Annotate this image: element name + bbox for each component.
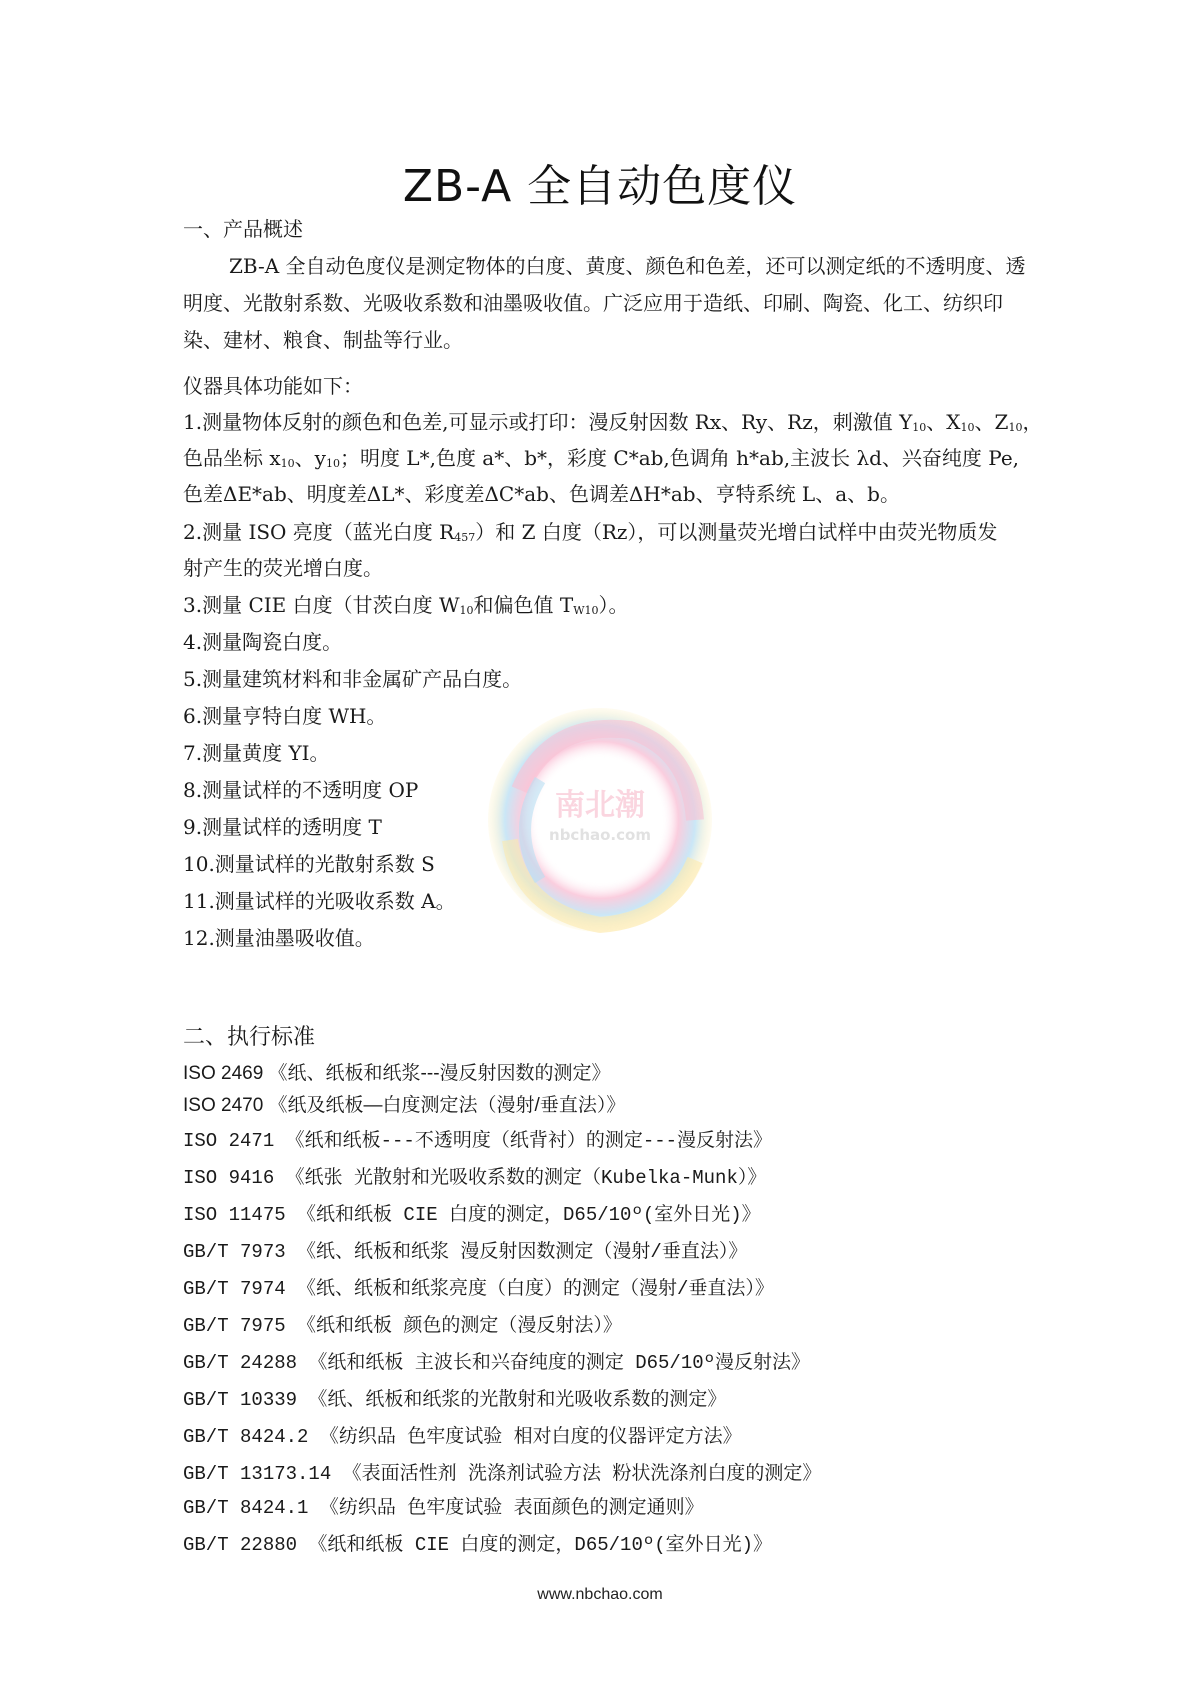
- function-intro: 仪器具体功能如下：: [183, 374, 363, 398]
- standard-item: GB/T 7975 《纸和纸板 颜色的测定（漫反射法）》: [183, 1315, 622, 1337]
- section-heading-standards: 二、执行标准: [183, 1025, 316, 1050]
- function-item-2-line2: 射产生的荧光增白度。: [183, 556, 383, 580]
- watermark-text-en: nbchao.com: [549, 826, 651, 844]
- overview-text: ZB-A 全自动色度仪是测定物体的白度、黄度、颜色和色差，还可以测定纸的不透明度、透明度、光散射系数、光吸收系数和油墨吸收值。广泛应用于造纸、印刷、陶瓷、化工、纺织印染、建材、粮食、制盐等行业。: [183, 254, 1026, 352]
- section-heading-overview: 一、产品概述: [183, 217, 303, 241]
- function-item-11: 11.测量试样的光吸收系数 A。: [183, 889, 456, 913]
- standard-item: ISO 11475 《纸和纸板 CIE 白度的测定，D65/10º(室外日光)》: [183, 1204, 761, 1226]
- standard-item: GB/T 13173.14 《表面活性剂 洗涤剂试验方法 粉状洗涤剂白度的测定》: [183, 1463, 822, 1485]
- standard-item: GB/T 8424.2 《纺织品 色牢度试验 相对白度的仪器评定方法》: [183, 1426, 742, 1448]
- function-item-10: 10.测量试样的光散射系数 S: [183, 852, 435, 876]
- standard-item: GB/T 10339 《纸、纸板和纸浆的光散射和光吸收系数的测定》: [183, 1389, 727, 1411]
- function-item-1-line1: 1.测量物体反射的颜色和色差,可显示或打印：漫反射因数 Rx、Ry、Rz，刺激值 $Y_{10}$、$X_{10}$、$Z_{10}$，: [183, 410, 1043, 434]
- overview-paragraph: [183, 248, 1033, 359]
- function-item-3: 3.测量 CIE 白度（甘茨白度 $W_{10}$和偏色值 $T_{W10}$）。: [183, 593, 629, 617]
- standard-item: ISO 2471 《纸和纸板---不透明度（纸背衬）的测定---漫反射法》: [183, 1130, 773, 1152]
- function-item-5: 5.测量建筑材料和非金属矿产品白度。: [183, 667, 523, 691]
- standard-item: GB/T 8424.1 《纺织品 色牢度试验 表面颜色的测定通则》: [183, 1497, 704, 1519]
- function-item-12: 12.测量油墨吸收值。: [183, 926, 375, 950]
- function-item-2-line1: 2.测量 ISO 亮度（蓝光白度 $R_{457}$）和 Z 白度（Rz），可以测量荧光增白试样中由荧光物质发: [183, 520, 998, 544]
- standard-item: GB/T 22880 《纸和纸板 CIE 白度的测定，D65/10º(室外日光)》: [183, 1534, 773, 1556]
- function-item-8: 8.测量试样的不透明度 OP: [183, 778, 419, 802]
- standard-item: GB/T 24288 《纸和纸板 主波长和兴奋纯度的测定 D65/10º漫反射法》: [183, 1352, 811, 1374]
- standard-item: ISO 9416 《纸张 光散射和光吸收系数的测定（Kubelka-Munk）》: [183, 1167, 767, 1189]
- document-title: ZB-A 全自动色度仪: [402, 161, 798, 212]
- watermark-logo: [480, 680, 720, 950]
- standard-item: GB/T 7973 《纸、纸板和纸浆 漫反射因数测定（漫射/垂直法）》: [183, 1241, 748, 1263]
- function-item-7: 7.测量黄度 YI。: [183, 741, 330, 765]
- standard-item: ISO 2470 《纸及纸板—白度测定法（漫射/垂直法）》: [183, 1095, 626, 1116]
- footer-url: www.nbchao.com: [537, 1586, 663, 1603]
- standard-item: ISO 2469 《纸、纸板和纸浆---漫反射因数的测定》: [183, 1063, 611, 1084]
- function-item-9: 9.测量试样的透明度 T: [183, 815, 382, 839]
- watermark-text-cn: 南北潮: [555, 788, 645, 823]
- function-item-1-line3: 色差ΔE*ab、明度差ΔL*、彩度差ΔC*ab、色调差ΔH*ab、亨特系统 L、a、b。: [183, 482, 900, 506]
- function-item-1-line2: 色品坐标 $x_{10}$、$y_{10}$；明度 L*,色度 a*、b*，彩度 C*ab,色调角 h*ab,主波长 λd、兴奋纯度 Pe,: [183, 446, 1020, 470]
- function-item-6: 6.测量亨特白度 WH。: [183, 704, 387, 728]
- function-item-4: 4.测量陶瓷白度。: [183, 630, 343, 654]
- standard-item: GB/T 7974 《纸、纸板和纸浆亮度（白度）的测定（漫射/垂直法）》: [183, 1278, 774, 1300]
